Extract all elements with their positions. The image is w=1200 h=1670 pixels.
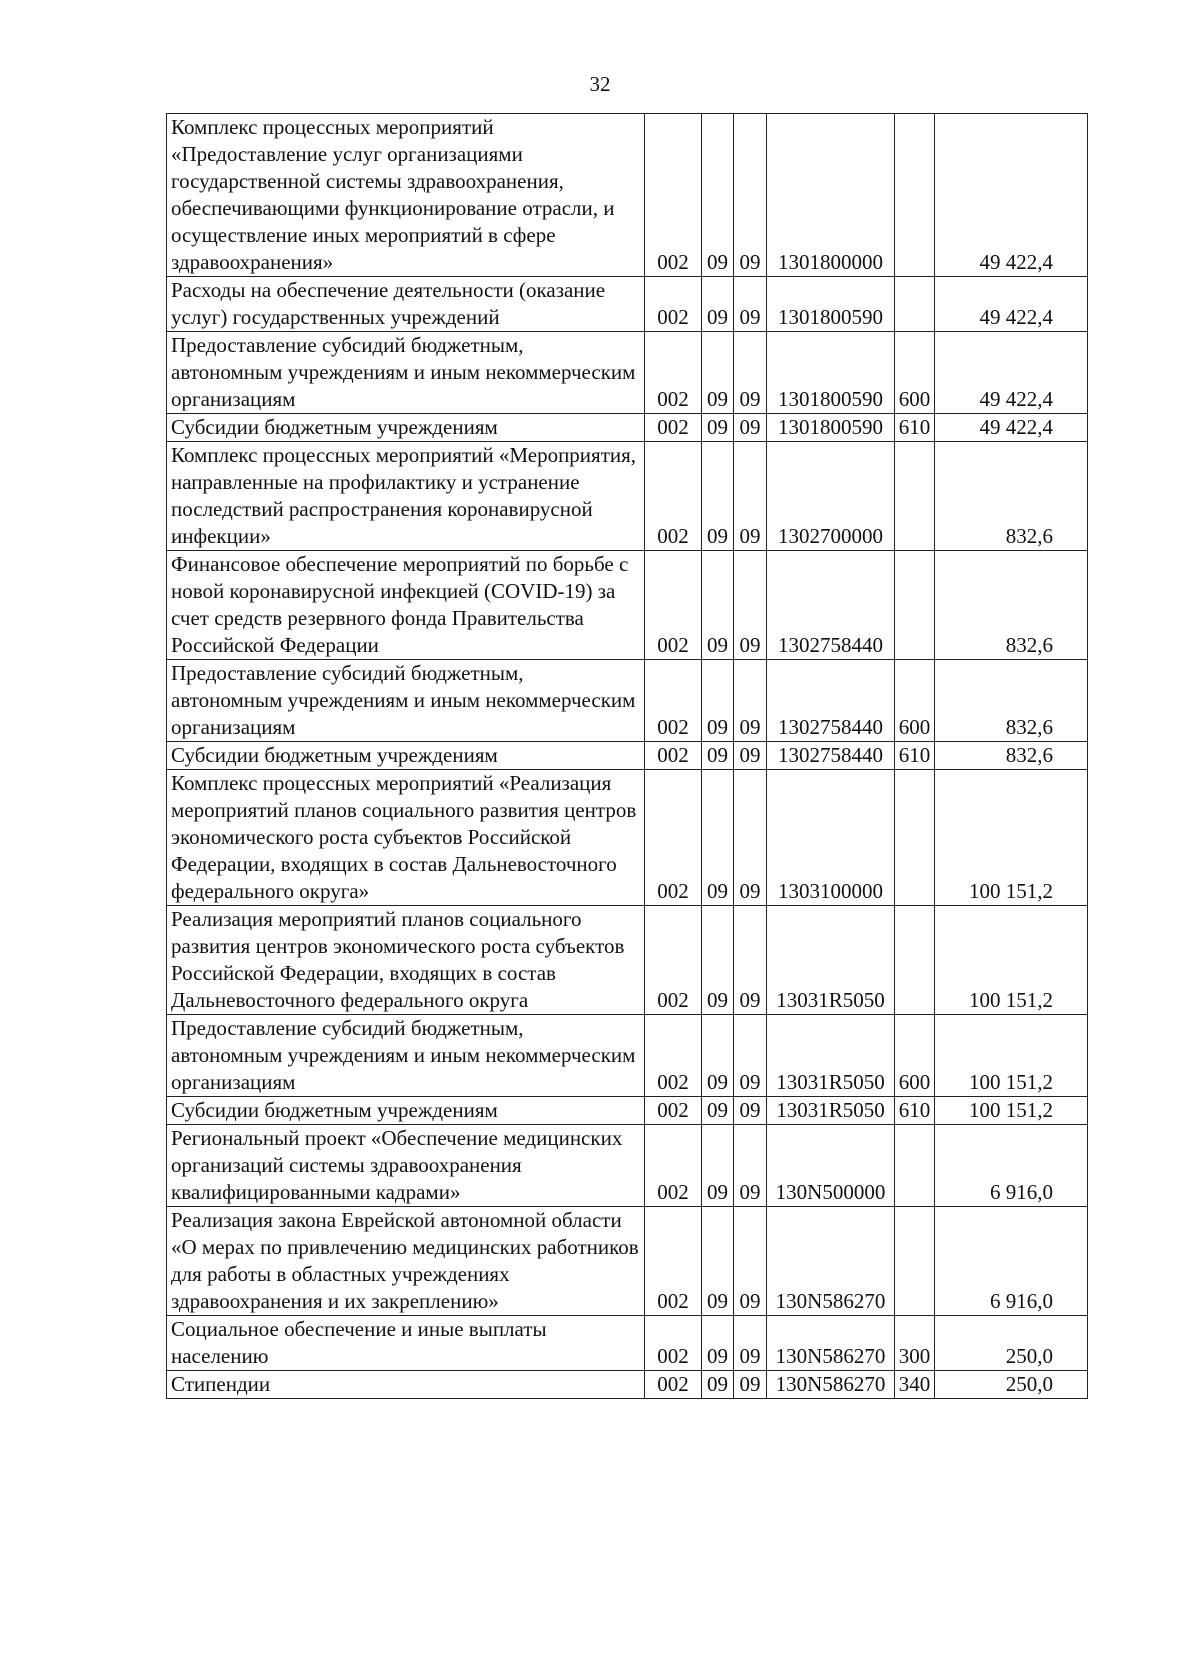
table-row — [167, 906, 1088, 1015]
row-grbs-cell: 002 — [645, 906, 702, 1015]
row-expense-type-cell — [895, 114, 935, 277]
row-name-cell: Стипендии — [167, 1371, 645, 1399]
row-expense-type-cell — [895, 1207, 935, 1316]
row-name-cell: Предоставление субсидий бюджетным, автономным учреждениям и иным некоммерческим организациям — [167, 1015, 645, 1097]
row-amount-cell: 100 151,2 — [935, 1097, 1088, 1125]
row-expense-type-cell: 340 — [895, 1371, 935, 1399]
row-grbs-cell: 002 — [645, 1125, 702, 1207]
row-subsection-cell: 09 — [734, 551, 767, 660]
row-subsection-cell: 09 — [734, 1207, 767, 1316]
row-target-article-cell: 1301800590 — [767, 332, 895, 414]
row-subsection-cell: 09 — [734, 414, 767, 442]
row-grbs-cell: 002 — [645, 551, 702, 660]
row-expense-type-cell — [895, 906, 935, 1015]
row-subsection-cell: 09 — [734, 277, 767, 332]
row-section-cell: 09 — [702, 1316, 734, 1371]
row-name-cell: Социальное обеспечение и иные выплаты населению — [167, 1316, 645, 1371]
row-target-article-cell: 1301800590 — [767, 414, 895, 442]
table-row — [167, 1125, 1088, 1207]
table-row — [167, 1015, 1088, 1097]
row-expense-type-cell: 610 — [895, 742, 935, 770]
row-section-cell: 09 — [702, 1015, 734, 1097]
row-section-cell: 09 — [702, 660, 734, 742]
row-grbs-cell: 002 — [645, 277, 702, 332]
table-row — [167, 551, 1088, 660]
row-name-cell: Субсидии бюджетным учреждениям — [167, 742, 645, 770]
row-section-cell: 09 — [702, 277, 734, 332]
row-name-cell: Комплекс процессных мероприятий «Реализация мероприятий планов социального развития центров экономического роста субъектов Российской Федерации, входящих в состав Дальневосточного федерального округа» — [167, 770, 645, 906]
row-amount-cell: 49 422,4 — [935, 332, 1088, 414]
row-target-article-cell: 13031R5050 — [767, 1015, 895, 1097]
row-section-cell: 09 — [702, 1371, 734, 1399]
row-subsection-cell: 09 — [734, 1316, 767, 1371]
row-amount-cell: 49 422,4 — [935, 277, 1088, 332]
row-grbs-cell: 002 — [645, 1097, 702, 1125]
row-grbs-cell: 002 — [645, 660, 702, 742]
page-number: 32 — [589, 72, 611, 96]
row-grbs-cell: 002 — [645, 1207, 702, 1316]
row-name-cell: Реализация закона Еврейской автономной области «О мерах по привлечению медицинских работников для работы в областных учреждениях здравоохранения и их закреплению» — [167, 1207, 645, 1316]
row-expense-type-cell: 300 — [895, 1316, 935, 1371]
row-amount-cell: 100 151,2 — [935, 906, 1088, 1015]
row-grbs-cell: 002 — [645, 332, 702, 414]
row-expense-type-cell: 610 — [895, 1097, 935, 1125]
row-name-cell: Предоставление субсидий бюджетным, автономным учреждениям и иным некоммерческим организациям — [167, 332, 645, 414]
row-amount-cell: 832,6 — [935, 551, 1088, 660]
row-expense-type-cell — [895, 442, 935, 551]
row-amount-cell: 832,6 — [935, 660, 1088, 742]
row-subsection-cell: 09 — [734, 1371, 767, 1399]
row-grbs-cell: 002 — [645, 1316, 702, 1371]
row-amount-cell: 100 151,2 — [935, 770, 1088, 906]
table-row — [167, 1207, 1088, 1316]
row-amount-cell: 250,0 — [935, 1371, 1088, 1399]
row-subsection-cell: 09 — [734, 442, 767, 551]
row-amount-cell: 49 422,4 — [935, 414, 1088, 442]
row-name-cell: Предоставление субсидий бюджетным, автономным учреждениям и иным некоммерческим организациям — [167, 660, 645, 742]
row-target-article-cell: 130N586270 — [767, 1371, 895, 1399]
row-name-cell: Субсидии бюджетным учреждениям — [167, 1097, 645, 1125]
row-target-article-cell: 13031R5050 — [767, 906, 895, 1015]
row-amount-cell: 100 151,2 — [935, 1015, 1088, 1097]
row-target-article-cell: 130N586270 — [767, 1316, 895, 1371]
row-name-cell: Финансовое обеспечение мероприятий по борьбе с новой коронавирусной инфекцией (COVID-19) за счет средств резервного фонда Правительства Российской Федерации — [167, 551, 645, 660]
row-section-cell: 09 — [702, 114, 734, 277]
row-amount-cell: 49 422,4 — [935, 114, 1088, 277]
row-expense-type-cell — [895, 1125, 935, 1207]
row-grbs-cell: 002 — [645, 1015, 702, 1097]
row-name-cell: Комплекс процессных мероприятий «Предоставление услуг организациями государственной системы здравоохранения, обеспечивающими функционирование отрасли, и осуществление иных мероприятий в сфере здравоохранения» — [167, 114, 645, 277]
row-section-cell: 09 — [702, 551, 734, 660]
row-section-cell: 09 — [702, 742, 734, 770]
row-amount-cell: 6 916,0 — [935, 1125, 1088, 1207]
row-subsection-cell: 09 — [734, 770, 767, 906]
row-target-article-cell: 1301800000 — [767, 114, 895, 277]
row-name-cell: Реализация мероприятий планов социального развития центров экономического роста субъектов Российской Федерации, входящих в состав Дальневосточного федерального округа — [167, 906, 645, 1015]
row-target-article-cell: 1302758440 — [767, 742, 895, 770]
row-target-article-cell: 1301800590 — [767, 277, 895, 332]
table-row — [167, 1371, 1088, 1399]
row-subsection-cell: 09 — [734, 660, 767, 742]
row-section-cell: 09 — [702, 1097, 734, 1125]
row-expense-type-cell: 600 — [895, 1015, 935, 1097]
row-expense-type-cell — [895, 277, 935, 332]
row-amount-cell: 832,6 — [935, 742, 1088, 770]
table-row — [167, 770, 1088, 906]
table-row — [167, 414, 1088, 442]
table-row — [167, 1097, 1088, 1125]
row-section-cell: 09 — [702, 332, 734, 414]
row-target-article-cell: 1303100000 — [767, 770, 895, 906]
row-section-cell: 09 — [702, 906, 734, 1015]
table-row — [167, 332, 1088, 414]
row-amount-cell: 832,6 — [935, 442, 1088, 551]
row-section-cell: 09 — [702, 1125, 734, 1207]
row-target-article-cell: 130N586270 — [767, 1207, 895, 1316]
row-section-cell: 09 — [702, 770, 734, 906]
row-name-cell: Расходы на обеспечение деятельности (оказание услуг) государственных учреждений — [167, 277, 645, 332]
row-target-article-cell: 13031R5050 — [767, 1097, 895, 1125]
row-expense-type-cell: 610 — [895, 414, 935, 442]
row-subsection-cell: 09 — [734, 1125, 767, 1207]
row-target-article-cell: 1302758440 — [767, 660, 895, 742]
table-row — [167, 660, 1088, 742]
row-section-cell: 09 — [702, 442, 734, 551]
budget-table-body — [167, 114, 1088, 1399]
row-expense-type-cell — [895, 770, 935, 906]
row-grbs-cell: 002 — [645, 742, 702, 770]
row-expense-type-cell: 600 — [895, 660, 935, 742]
row-subsection-cell: 09 — [734, 742, 767, 770]
row-grbs-cell: 002 — [645, 114, 702, 277]
row-amount-cell: 6 916,0 — [935, 1207, 1088, 1316]
table-row — [167, 1316, 1088, 1371]
row-subsection-cell: 09 — [734, 114, 767, 277]
row-expense-type-cell: 600 — [895, 332, 935, 414]
table-row — [167, 442, 1088, 551]
row-amount-cell: 250,0 — [935, 1316, 1088, 1371]
row-grbs-cell: 002 — [645, 1371, 702, 1399]
row-subsection-cell: 09 — [734, 906, 767, 1015]
table-row — [167, 114, 1088, 277]
row-section-cell: 09 — [702, 1207, 734, 1316]
row-target-article-cell: 1302700000 — [767, 442, 895, 551]
budget-table — [166, 113, 1088, 1399]
row-grbs-cell: 002 — [645, 414, 702, 442]
table-row — [167, 277, 1088, 332]
row-name-cell: Региональный проект «Обеспечение медицинских организаций системы здравоохранения квалифицированными кадрами» — [167, 1125, 645, 1207]
row-grbs-cell: 002 — [645, 770, 702, 906]
row-name-cell: Комплекс процессных мероприятий «Мероприятия, направленные на профилактику и устранение последствий распространения коронавирусной инфекции» — [167, 442, 645, 551]
row-section-cell: 09 — [702, 414, 734, 442]
row-target-article-cell: 130N500000 — [767, 1125, 895, 1207]
row-subsection-cell: 09 — [734, 1097, 767, 1125]
row-name-cell: Субсидии бюджетным учреждениям — [167, 414, 645, 442]
row-expense-type-cell — [895, 551, 935, 660]
table-row — [167, 742, 1088, 770]
row-target-article-cell: 1302758440 — [767, 551, 895, 660]
row-grbs-cell: 002 — [645, 442, 702, 551]
row-subsection-cell: 09 — [734, 1015, 767, 1097]
row-subsection-cell: 09 — [734, 332, 767, 414]
